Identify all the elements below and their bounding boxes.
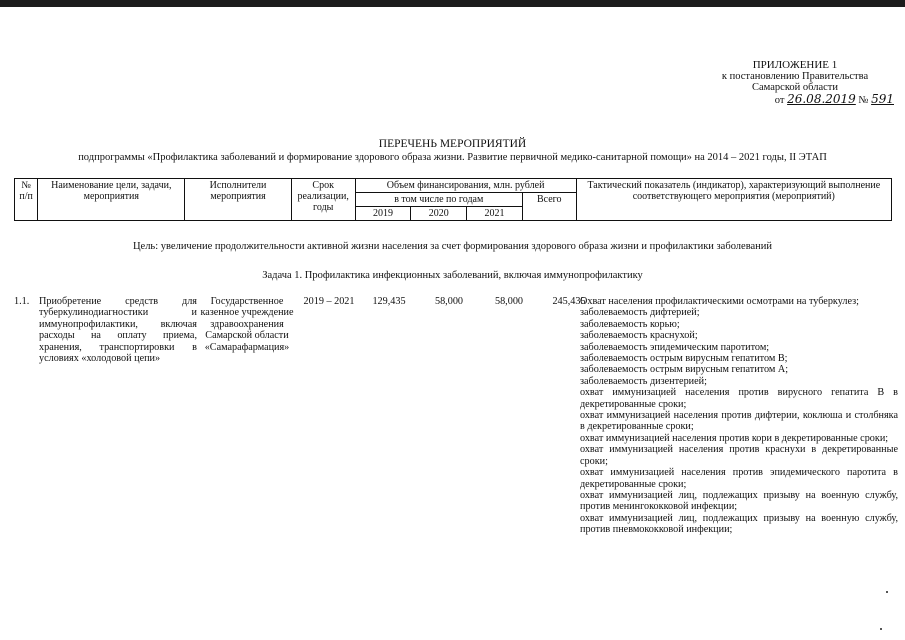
row-value-total: 245,435 [552,296,586,307]
indicator-item: заболеваемость острым вирусным гепатитом В; [580,353,788,365]
handwritten-date: 26.08.2019 [787,92,856,106]
row-value-2021: 58,000 [494,296,523,307]
scan-top-edge [0,0,905,7]
indicator-item: заболеваемость острым вирусным гепатитом А; [580,364,789,376]
indicator-item: заболеваемость краснухой; [580,330,698,342]
scan-speck [880,628,882,630]
appendix-line2: Самарской области [752,82,838,93]
indicator-item: заболеваемость корью; [580,318,680,330]
indicator-item: охват иммунизацией населения против краснухи в декретированные сроки; [580,444,898,467]
number-prefix: № [858,95,869,106]
row-executor: Государственное казенное учреждение здравоохранения Самарской области «Самарафармация» [200,296,294,353]
header-year-2020: 2020 [411,207,467,221]
table-header [14,178,892,221]
header-funding: Объем финансирования, млн. рублей [355,179,576,193]
header-year-2019: 2019 [355,207,411,221]
appendix-date-line [690,94,900,106]
row-indicators [580,296,898,536]
header-total: Всего [522,193,576,221]
header-indicator: Тактический показатель (индикатор), характеризующий выполнение соответствующего мероприятия (мероприятий) [576,179,891,221]
row-term: 2019 – 2021 [303,296,355,307]
indicator-item: заболеваемость эпидемическим паротитом; [580,341,770,353]
indicator-item: охват иммунизацией населения против эпидемического паротита в декретированные сроки; [580,467,898,490]
indicator-item: охват иммунизацией населения против кори в декретированные сроки; [580,432,889,444]
header-num: № п/п [15,179,38,221]
row-value-2020: 58,000 [434,296,463,307]
task-text: Задача 1. Профилактика инфекционных заболеваний, включая иммунопрофилактику [262,270,643,281]
appendix-line1: к постановлению Правительства [721,71,869,82]
date-prefix: от [774,95,785,106]
header-name: Наименование цели, задачи, мероприятия [38,179,185,221]
indicator-item: охват иммунизацией населения против дифтерии, коклюша и столбняка в декретированные сроки; [580,410,898,433]
appendix-block [690,60,900,106]
handwritten-number: 591 [871,92,894,106]
indicator-item: Охват населения профилактическими осмотрами на туберкулез; [580,296,859,307]
indicator-item: охват иммунизацией лиц, подлежащих призыву на военную службу, против пневмококковой инфекции; [580,512,898,536]
document-subtitle: подпрограммы «Профилактика заболеваний и формирование здорового образа жизни. Развитие первичной медико-санитарной помощи» на 2014 – 2021 годы, II ЭТАП [78,152,827,163]
header-executors: Исполнители мероприятия [185,179,291,221]
row-number: 1.1. [14,296,30,307]
indicator-item: охват иммунизацией населения против вирусного гепатита В в декретированные сроки; [580,387,898,410]
appendix-title: ПРИЛОЖЕНИЕ 1 [752,59,838,71]
header-year-2021: 2021 [467,207,523,221]
row-value-2019: 129,435 [372,296,406,307]
header-term: Срок реализации, годы [291,179,355,221]
goal-text: Цель: увеличение продолжительности активной жизни населения за счет формирования здорового образа жизни и профилактики заболеваний [132,241,773,252]
indicator-item: охват иммунизацией лиц, подлежащих призыву на военную службу, против менингококковой инфекции; [580,489,898,513]
indicator-item: заболеваемость дизентерией; [580,375,707,387]
header-incl-years: в том числе по годам [355,193,522,207]
indicator-item: заболеваемость дифтерией; [580,307,700,319]
document-title: ПЕРЕЧЕНЬ МЕРОПРИЯТИЙ [378,138,527,150]
scan-speck [886,591,888,593]
row-name: Приобретение средств для туберкулинодиагностики и иммунопрофилактики, включая расходы на оплату приема, хранения, транспортировки в условиях «холодовой цепи» [39,296,197,365]
